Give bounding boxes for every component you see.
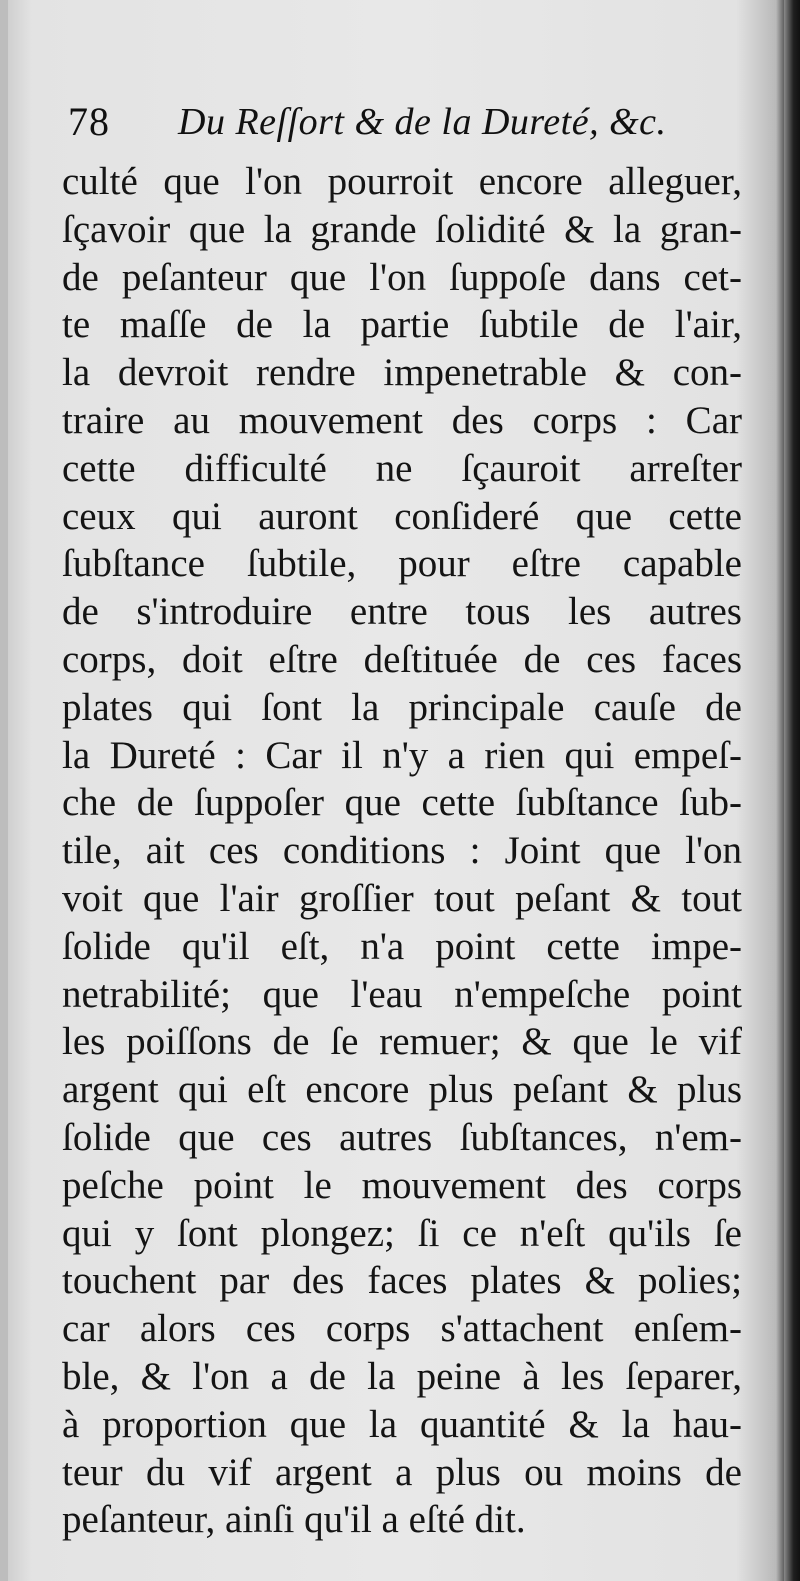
page-edge bbox=[0, 0, 8, 1581]
page-header bbox=[60, 92, 750, 152]
text-line: ſolide qu'il eſt, n'a point cette impe- bbox=[62, 924, 742, 968]
text-line: touchent par des faces plates & polies; bbox=[62, 1259, 742, 1303]
text-line: netrabilité; que l'eau n'empeſche point bbox=[62, 972, 742, 1016]
text-line-last: peſanteur, ainſi qu'il a eſté dit. bbox=[62, 1498, 526, 1542]
page-gutter-shadow bbox=[784, 0, 800, 1581]
text-line: ble, & l'on a de la peine à les ſeparer, bbox=[62, 1354, 742, 1398]
text-line: peſche point le mouvement des corps bbox=[62, 1163, 742, 1207]
text-line: les poiſſons de ſe remuer; & que le vif bbox=[62, 1020, 742, 1064]
text-line: à proportion que la quantité & la hau- bbox=[62, 1402, 742, 1446]
text-line: tile, ait ces conditions : Joint que l'on bbox=[62, 829, 742, 873]
page-number: 78 bbox=[68, 99, 110, 144]
text-line: voit que l'air groſſier tout peſant & tout bbox=[62, 876, 742, 920]
text-line: car alors ces corps s'attachent enſem- bbox=[62, 1307, 742, 1351]
text-line: plates qui ſont la principale cauſe de bbox=[62, 685, 742, 729]
text-line: ſolide que ces autres ſubſtances, n'em- bbox=[62, 1115, 742, 1159]
text-line: de s'introduire entre tous les autres bbox=[62, 590, 742, 634]
running-title: Du Reſſort & de la Dureté, &c. bbox=[178, 101, 667, 143]
text-line: corps, doit eſtre deſtituée de ces faces bbox=[62, 637, 742, 681]
text-line: la Dureté : Car il n'y a rien qui empeſ- bbox=[62, 733, 742, 777]
text-line: teur du vif argent a plus ou moins de bbox=[62, 1450, 742, 1494]
text-line: culté que l'on pourroit encore alleguer, bbox=[62, 160, 742, 203]
text-line: che de ſuppoſer que cette ſubſtance ſub- bbox=[62, 781, 742, 825]
text-line: de peſanteur que l'on ſuppoſe dans cet- bbox=[62, 255, 742, 299]
text-line: argent qui eſt encore plus peſant & plus bbox=[62, 1068, 742, 1112]
text-line: te maſſe de la partie ſubtile de l'air, bbox=[62, 303, 742, 347]
text-line: cette difficulté ne ſçauroit arreſter bbox=[62, 446, 742, 490]
body-text bbox=[62, 158, 742, 1544]
text-line: ſubſtance ſubtile, pour eſtre capable bbox=[62, 542, 742, 586]
text-line: la devroit rendre impenetrable & con- bbox=[62, 351, 742, 395]
text-line: traire au mouvement des corps : Car bbox=[62, 398, 742, 442]
text-line: ceux qui auront conſideré que cette bbox=[62, 494, 742, 538]
text-line: qui y ſont plongez; ſi ce n'eſt qu'ils ſe bbox=[62, 1211, 742, 1255]
text-line: ſçavoir que la grande ſolidité & la gran- bbox=[62, 207, 742, 251]
